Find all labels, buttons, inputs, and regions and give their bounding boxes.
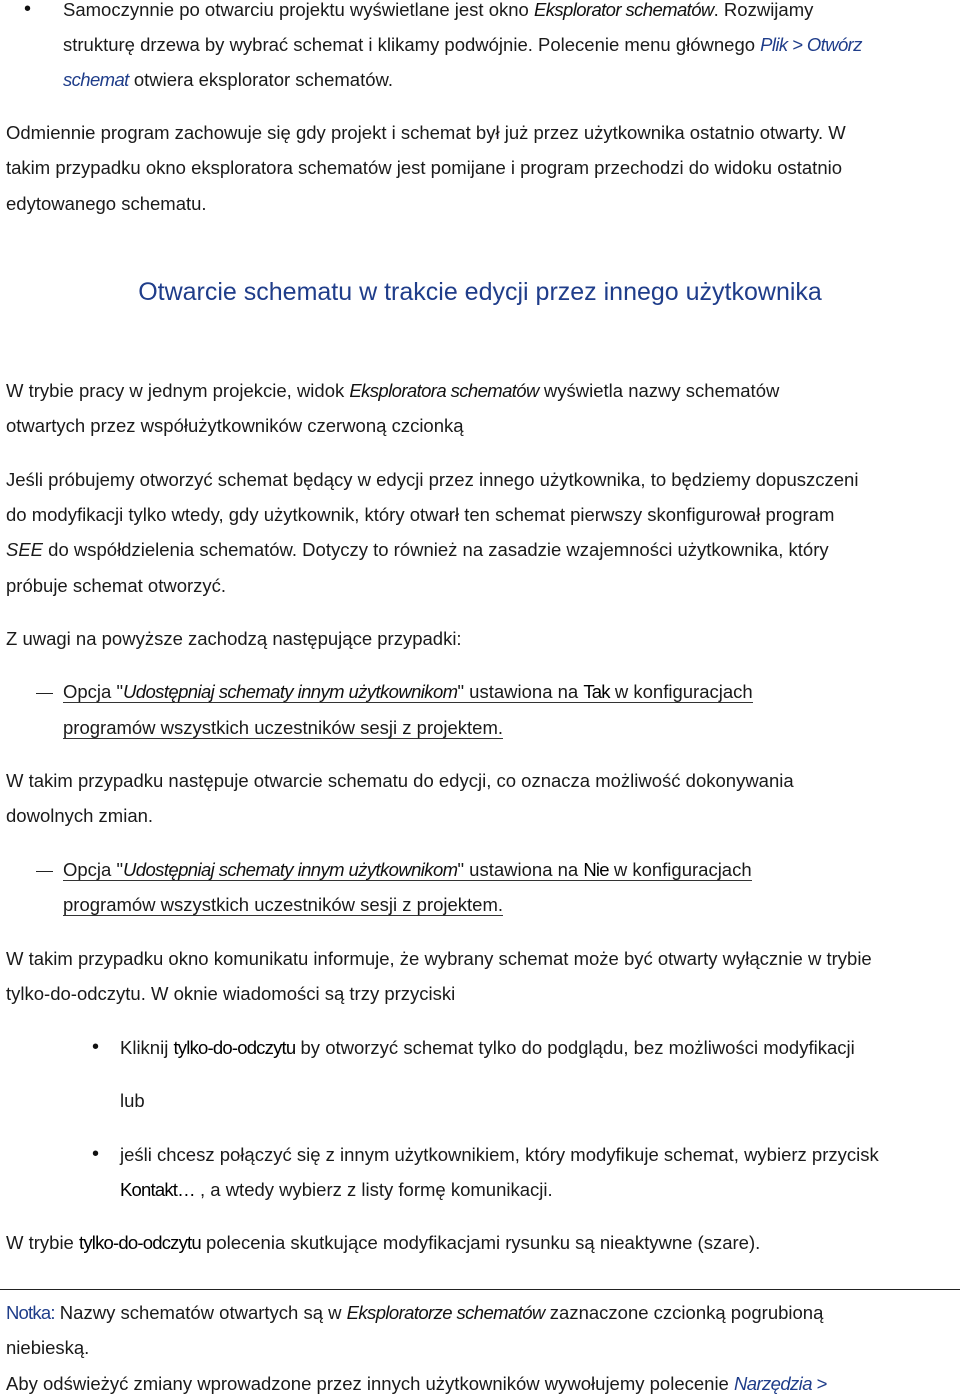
text-line	[6, 539, 829, 561]
text-line: Odmiennie program zachowuje się gdy projekt i schemat był już przez użytkownika ostatnio otwarty. W	[6, 122, 846, 143]
text-line: dowolnych zmian.	[6, 805, 154, 826]
emphasis-text: Eksploratora schematów	[349, 380, 539, 401]
text: wyświetla nazwy schematów	[538, 380, 780, 401]
mode-name: tylko-do-odczytu	[78, 1232, 201, 1253]
text-line	[120, 1037, 855, 1059]
text: strukturę drzewa by wybrać schemat i klikamy podwójnie. Polecenie menu głównego	[63, 34, 761, 55]
text-line: jeśli chcesz połączyć się z innym użytkownikiem, który modyfikuje schemat, wybierz przycisk	[120, 1144, 879, 1165]
case-option-text: Opcja "Udostępniaj schematy innym użytkownikom" ustawiona na Tak w konfiguracjach	[63, 681, 753, 702]
text-line: lub	[120, 1090, 145, 1111]
text-line: niebieską.	[6, 1337, 90, 1358]
text: , a wtedy wybierz z listy formę komunikacji.	[194, 1179, 553, 1200]
menu-path: Narzędzia >	[734, 1373, 827, 1394]
button-name: tylko-do-odczytu	[173, 1037, 296, 1058]
button-name: Kontakt…	[120, 1179, 195, 1200]
program-name: SEE	[6, 539, 44, 560]
dash-icon	[36, 871, 53, 872]
text: . Rozwijamy	[713, 0, 814, 20]
section-heading: Otwarcie schematu w trakcie edycji przez innego użytkownika	[138, 278, 822, 306]
text: Kliknij	[120, 1037, 174, 1058]
text-line: tylko-do-odczytu. W oknie wiadomości są trzy przyciski	[6, 983, 456, 1004]
text-line: edytowanego schematu.	[6, 193, 207, 214]
text: do współdzielenia schematów. Dotyczy to również na zasadzie wzajemności użytkownika, który	[43, 539, 829, 560]
text-line: takim przypadku okno eksploratora schematów jest pomijane i program przechodzi do widoku ostatnio	[6, 157, 843, 178]
text-line	[6, 1232, 760, 1254]
text: zaznaczone czcionką pogrubioną	[544, 1302, 824, 1323]
text-line	[63, 681, 753, 703]
text: Samoczynnie po otwarciu projektu wyświetlane jest okno	[63, 0, 534, 20]
dash-icon	[36, 693, 53, 694]
text: Aby odświeżyć zmiany wprowadzone przez innych użytkowników wywołujemy polecenie	[6, 1373, 734, 1394]
text-line: Z uwagi na powyższe zachodzą następujące przypadki:	[6, 628, 462, 649]
emphasis-text: Eksplorator schematów	[533, 0, 714, 20]
text-line	[6, 1373, 827, 1395]
bullet-icon: •	[92, 1036, 100, 1058]
text-line	[120, 1179, 553, 1201]
text-line: W takim przypadku następuje otwarcie schematu do edycji, co oznacza możliwość dokonywania	[6, 770, 794, 791]
divider	[0, 1289, 960, 1290]
text-line: próbuje schemat otworzyć.	[6, 575, 227, 596]
text-line: do modyfikacji tylko wtedy, gdy użytkownik, który otwarł ten schemat pierwszy skonfigurował program	[6, 504, 835, 525]
text-line	[63, 69, 393, 91]
bullet-icon: •	[24, 0, 32, 20]
text: by otworzyć schemat tylko do podglądu, bez możliwości modyfikacji	[295, 1037, 855, 1058]
text-line	[6, 1302, 823, 1324]
note-label: Notka:	[6, 1302, 55, 1323]
menu-path: schemat	[63, 69, 129, 90]
text: polecenia skutkujące modyfikacjami rysunku są nieaktywne (szare).	[200, 1232, 761, 1253]
menu-path: Plik > Otwórz	[760, 34, 862, 55]
text: Nazwy schematów otwartych są w	[54, 1302, 347, 1323]
text-line: otwartych przez współużytkowników czerwoną czcionką	[6, 415, 464, 436]
text: otwiera eksplorator schematów.	[128, 69, 393, 90]
bullet-icon: •	[92, 1143, 100, 1165]
text: W trybie	[6, 1232, 79, 1253]
case-option-text: Opcja "Udostępniaj schematy innym użytkownikom" ustawiona na Nie w konfiguracjach	[63, 859, 752, 880]
text-line	[6, 380, 779, 402]
text-line	[63, 34, 862, 56]
text-line: Jeśli próbujemy otworzyć schemat będący w edycji przez innego użytkownika, to będziemy dopuszczeni	[6, 469, 859, 490]
text-line	[63, 894, 503, 916]
text-line: W takim przypadku okno komunikatu informuje, że wybrany schemat może być otwarty wyłącznie w trybie	[6, 948, 872, 969]
text-line	[63, 859, 752, 881]
text-line	[63, 717, 503, 739]
text: W trybie pracy w jednym projekcie, widok	[6, 380, 350, 401]
emphasis-text: Eksploratorze schematów	[346, 1302, 545, 1323]
case-option-text: programów wszystkich uczestników sesji z projektem.	[63, 717, 504, 738]
text-line	[63, 0, 813, 21]
case-option-text: programów wszystkich uczestników sesji z projektem.	[63, 894, 504, 915]
